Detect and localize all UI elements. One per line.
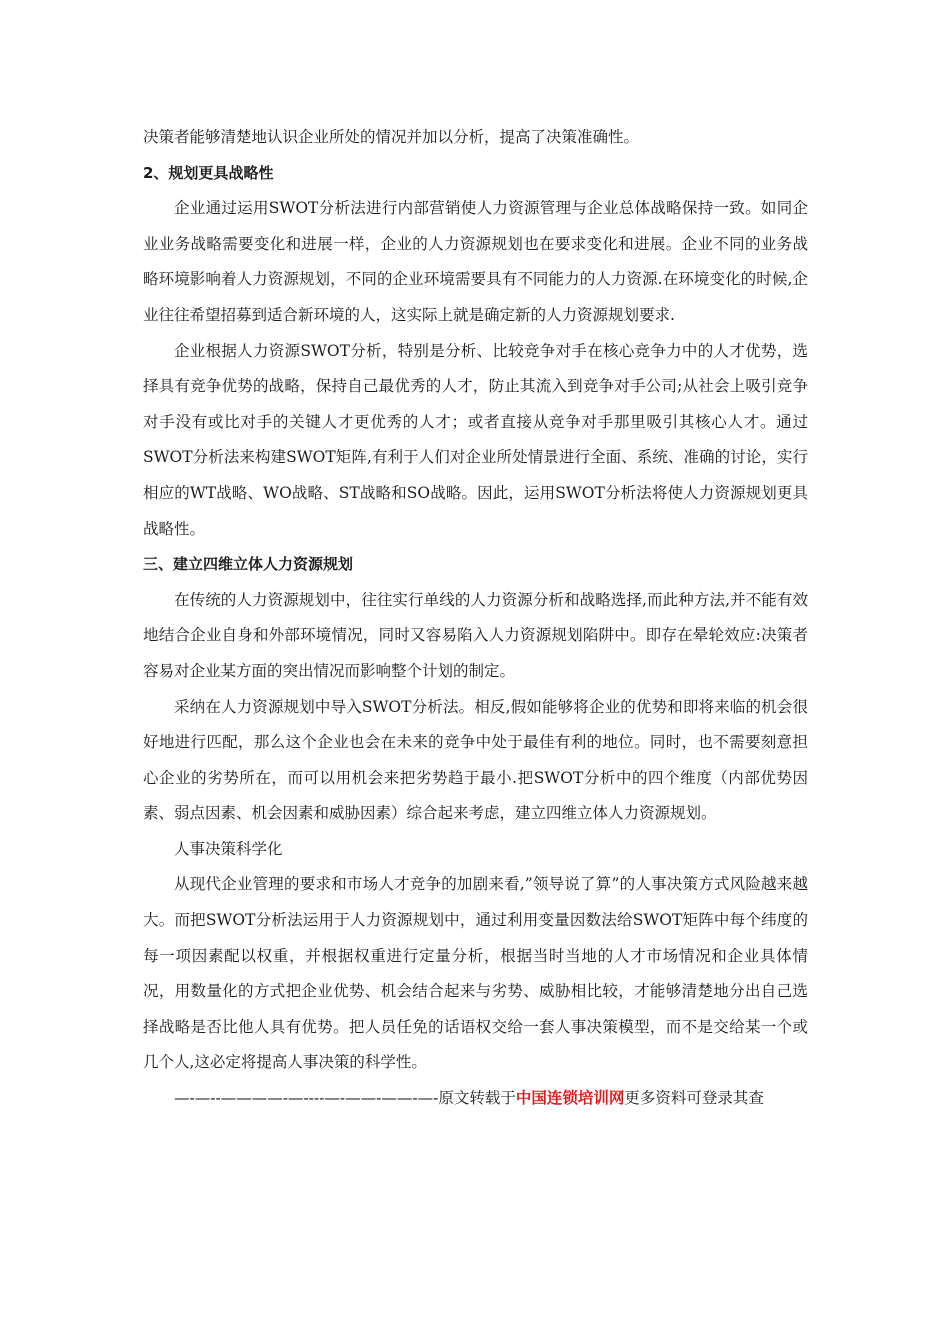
source-attribution [143, 1081, 808, 1117]
brand-link[interactable]: 中国连锁培训网 [515, 1089, 625, 1108]
paragraph-scientific-decisions: 从现代企业管理的要求和市场人才竞争的加剧来看,”领导说了算”的人事决策方式风险越来越大。而把SWOT分析法运用于人力资源规划中，通过利用变量因数法给SWOT矩阵中每个纬度的每一项因素配以权重，并根据权重进行定量分析，根据当时当地的人才市场情况和企业具体情况，用数量化的方式把企业优势、机会结合起来与劣势、威胁相比较，才能够清楚地分出自己选择战略是否比他人具有优势。把人员任免的话语权交给一套人事决策模型，而不是交给某一个或几个人,这必定将提高人事决策的科学性。 [143, 875, 808, 1072]
paragraph-strategic-1: 企业通过运用SWOT分析法进行内部营销使人力资源管理与企业总体战略保持一致。如同企业业务战略需要变化和进展一样，企业的人力资源规划也在要求变化和进展。企业不同的业务战略环境影响着人力资源规划，不同的企业环境需要具有不同能力的人力资源.在环境变化的时候,企业往往希望招募到适合新环境的人，这实际上就是确定新的人力资源规划要求. [143, 199, 808, 324]
subheading-scientific-decisions: 人事决策科学化 [174, 839, 283, 858]
attribution-dashes: —-—--————-—----—-——-——-—- [174, 1089, 439, 1108]
paragraph-traditional-planning: 在传统的人力资源规划中，往往实行单线的人力资源分析和战略选择,而此种方法,并不能有效地结合企业自身和外部环境情况，同时又容易陷入人力资源规划陷阱中。即存在晕轮效应:决策者容易对企业某方面的突出情况而影响整个计划的制定。 [143, 590, 808, 680]
section-heading-strategic: 2、规划更具战略性 [143, 163, 274, 182]
section-heading-four-dimensional: 三、建立四维立体人力资源规划 [143, 555, 354, 574]
attribution-suffix: 更多资料可登录其查 [624, 1089, 764, 1108]
paragraph-strategic-2: 企业根据人力资源SWOT分析，特别是分析、比较竞争对手在核心竞争力中的人才优势，选择具有竞争优势的战略，保持自己最优秀的人才，防止其流入到竞争对手公司;从社会上吸引竞争对手没有或比对手的关键人才更优秀的人才；或者直接从竞争对手那里吸引其核心人才。通过SWOT分析法来构建SWOT矩阵,有利于人们对企业所处情景进行全面、系统、准确的讨论，实行相应的WT战略、WO战略、ST战略和SO战略。因此，运用SWOT分析法将使人力资源规划更具战略性。 [143, 341, 808, 538]
paragraph-intro: 决策者能够清楚地认识企业所处的情况并加以分析，提高了决策准确性。 [143, 128, 640, 146]
attribution-prefix: 原文转载于 [438, 1089, 516, 1108]
document-body [143, 120, 808, 1117]
paragraph-swot-introduction: 采纳在人力资源规划中导入SWOT分析法。相反,假如能够将企业的优势和即将来临的机会很好地进行匹配，那么这个企业也会在未来的竞争中处于最佳有利的地位。同时，也不需要刻意担心企业的劣势所在，而可以用机会来把劣势趋于最小.把SWOT分析中的四个维度（内部优势因素、弱点因素、机会因素和威胁因素）综合起来考虑，建立四维立体人力资源规划。 [143, 697, 808, 823]
